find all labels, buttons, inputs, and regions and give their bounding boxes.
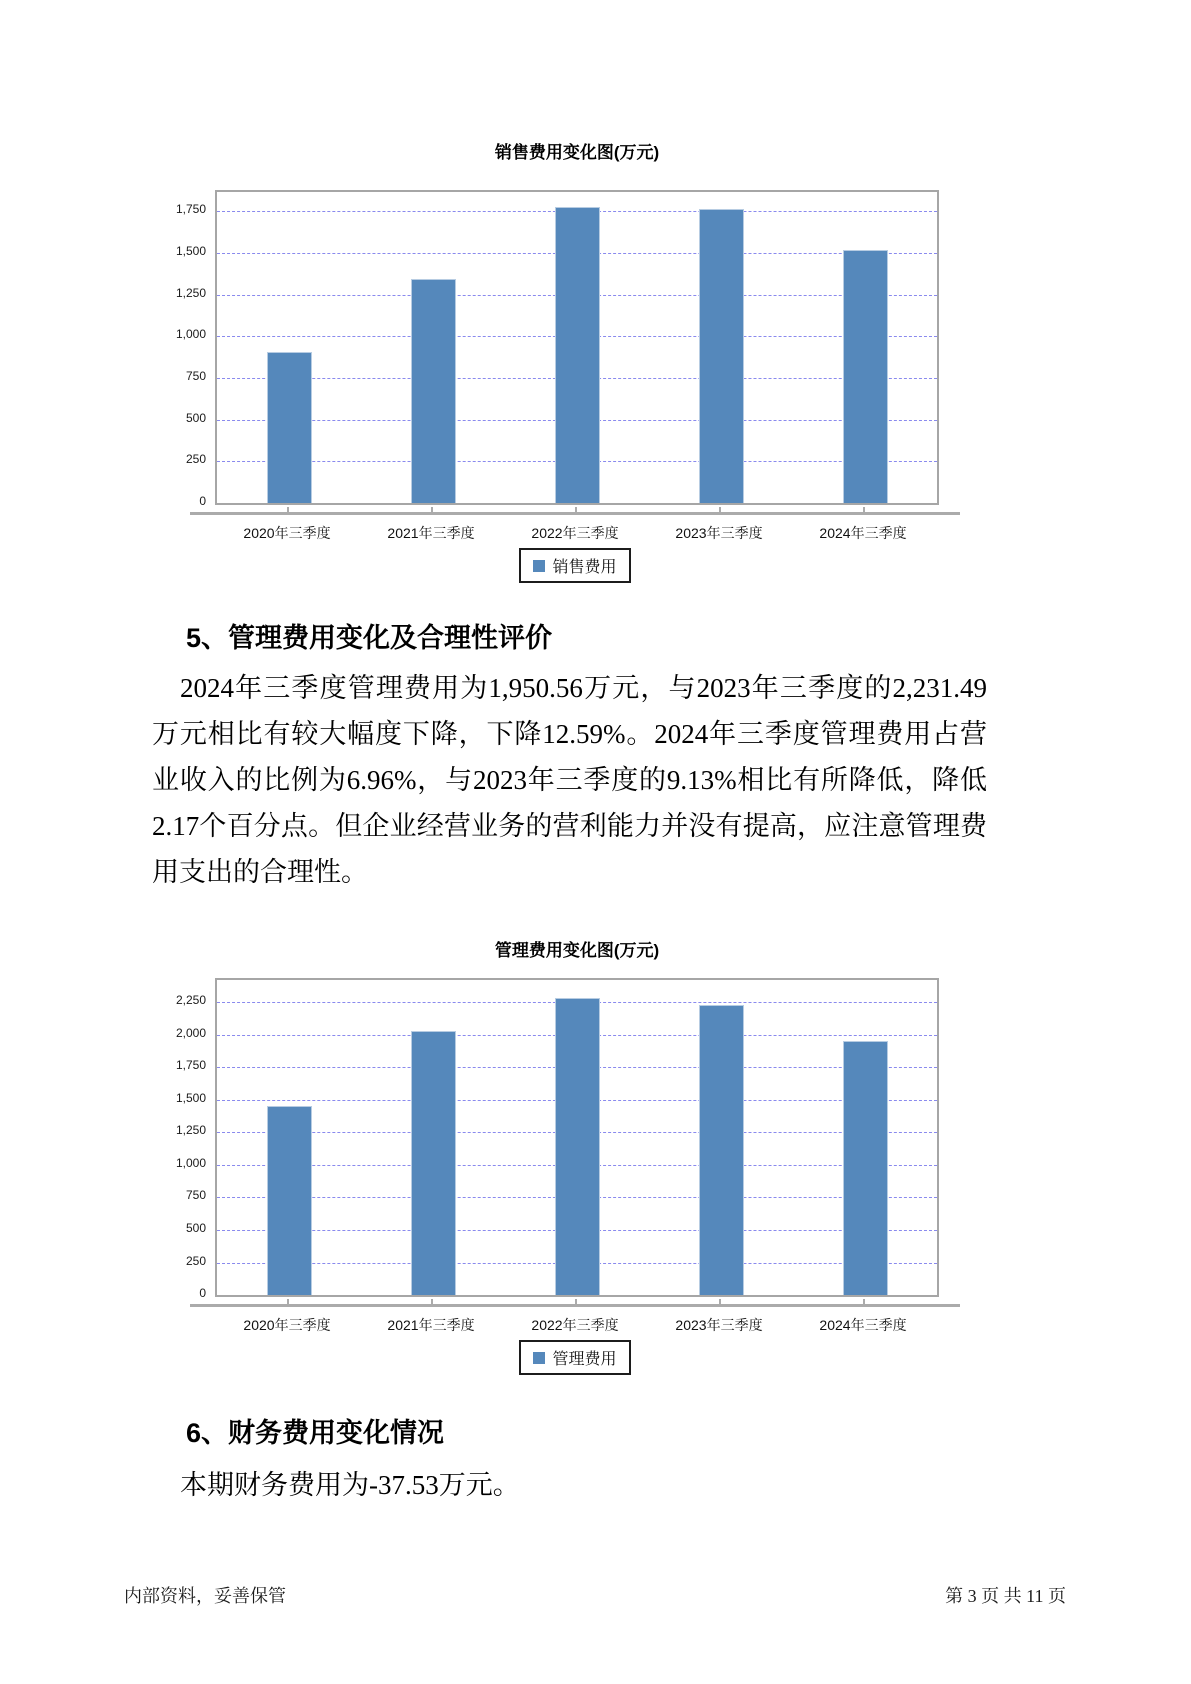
y-tick-label: 2,250 <box>175 993 206 1008</box>
legend-swatch <box>533 1352 545 1364</box>
y-tick-label: 1,250 <box>175 1123 206 1138</box>
x-category-label: 2021年三季度 <box>387 1317 475 1333</box>
legend-row <box>215 548 935 583</box>
legend-row <box>215 1340 935 1375</box>
y-tick-label: 0 <box>199 1286 206 1300</box>
x-axis-tick <box>863 507 865 512</box>
x-axis-tick <box>287 1299 289 1304</box>
chart-title: 管理费用变化图(万元) <box>494 941 660 960</box>
x-axis-tick <box>431 1299 433 1304</box>
y-tick-label: 500 <box>185 1220 206 1235</box>
x-category-label: 2020年三季度 <box>243 1317 331 1333</box>
admin-expense-chart <box>160 936 950 1386</box>
y-tick-label: 250 <box>185 1253 206 1268</box>
section-5-paragraph: 2024年三季度管理费用为1,950.56万元，与2023年三季度的2,231.49万元相比有较大幅度下降，下降12.59%。2024年三季度管理费用占营业收入的比例为6.96%，与2023年三季度的9.13%相比有所降低，降低2.17个百分点。但企业经营业务的营利能力并没有提高，应注意管理费用支出的合理性。 <box>152 673 987 887</box>
x-category-label: 2020年三季度 <box>243 525 331 541</box>
y-tick-label: 1,750 <box>175 1058 206 1073</box>
x-axis-tick <box>287 507 289 512</box>
y-tick-label: 1,500 <box>175 243 206 258</box>
y-tick-label: 750 <box>185 368 206 383</box>
y-axis <box>160 978 210 1300</box>
x-category-label: 2021年三季度 <box>387 525 475 541</box>
y-axis <box>160 190 210 508</box>
x-axis-line <box>190 512 960 515</box>
plot-area <box>215 190 939 505</box>
sales-expense-chart <box>160 138 950 588</box>
y-tick-label: 750 <box>185 1188 206 1203</box>
x-category-label: 2024年三季度 <box>819 1317 907 1333</box>
y-tick-label: 250 <box>185 452 206 467</box>
x-category-label: 2022年三季度 <box>531 1317 619 1333</box>
y-tick-label: 1,750 <box>175 202 206 217</box>
x-axis-line <box>190 1304 960 1307</box>
legend-label: 管理费用 <box>552 1351 617 1368</box>
bar <box>267 352 312 503</box>
x-axis-labels <box>215 523 935 543</box>
footer-note: 内部资料，妥善保管 <box>124 1586 286 1606</box>
bar <box>555 998 600 1295</box>
section-6-heading: 6、财务费用变化情况 <box>186 1418 445 1448</box>
footer-page-number: 第 3 页 共 11 页 <box>945 1586 1066 1606</box>
legend-label: 销售费用 <box>552 559 617 576</box>
bar <box>411 1031 456 1295</box>
x-axis-tick <box>431 507 433 512</box>
legend <box>519 1340 630 1375</box>
x-category-label: 2022年三季度 <box>531 525 619 541</box>
plot-area <box>215 978 939 1297</box>
legend-swatch <box>533 560 545 572</box>
x-category-label: 2023年三季度 <box>675 1317 763 1333</box>
bar <box>843 1041 888 1295</box>
section-5-heading: 5、管理费用变化及合理性评价 <box>186 623 553 653</box>
section-6-paragraph: 本期财务费用为-37.53万元。 <box>180 1470 520 1500</box>
bar <box>555 207 600 503</box>
legend <box>519 548 630 583</box>
bar <box>699 209 744 503</box>
x-axis-labels <box>215 1315 935 1335</box>
chart-title: 销售费用变化图(万元) <box>494 143 660 162</box>
bar <box>267 1106 312 1295</box>
x-axis-tick <box>575 507 577 512</box>
x-category-label: 2024年三季度 <box>819 525 907 541</box>
y-tick-label: 500 <box>185 410 206 425</box>
bar <box>699 1005 744 1296</box>
y-tick-label: 1,000 <box>175 327 206 342</box>
y-tick-label: 2,000 <box>175 1025 206 1040</box>
y-tick-label: 1,000 <box>175 1155 206 1170</box>
x-axis-tick <box>719 1299 721 1304</box>
x-category-label: 2023年三季度 <box>675 525 763 541</box>
bar <box>411 279 456 503</box>
x-axis-tick <box>719 507 721 512</box>
x-axis-tick <box>575 1299 577 1304</box>
bar <box>843 250 888 504</box>
y-tick-label: 0 <box>199 494 206 508</box>
y-tick-label: 1,500 <box>175 1090 206 1105</box>
x-axis-tick <box>863 1299 865 1304</box>
y-tick-label: 1,250 <box>175 285 206 300</box>
